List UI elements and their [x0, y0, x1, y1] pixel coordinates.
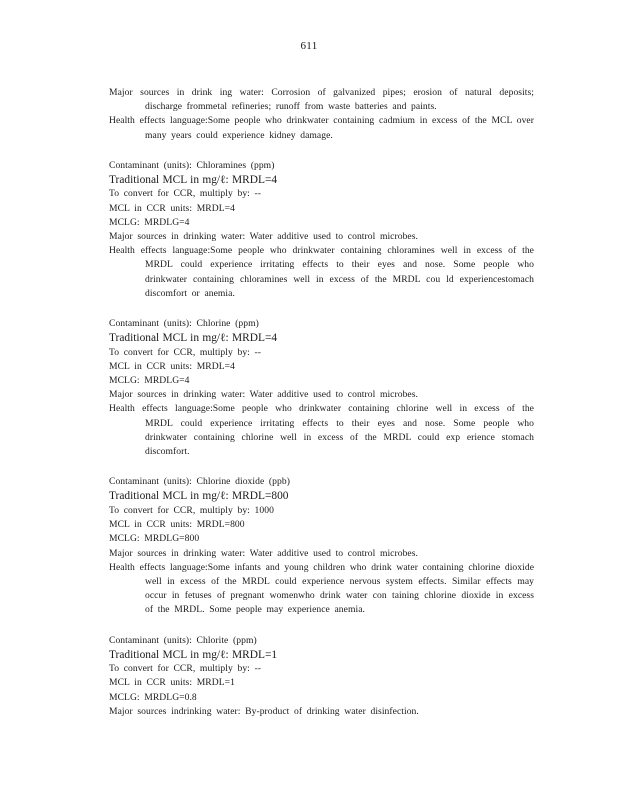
spacer — [109, 143, 534, 159]
spacer — [109, 459, 534, 475]
mcl-ccr-line: MCL in CCR units: MRDL=800 — [109, 519, 245, 531]
mclg-line: MCLG: MRDLG=4 — [109, 216, 190, 228]
health-effects-text: Health effects language:Some people who drinkwater containing chloramines well in excess of the MRDL could experience irritating effects to their eyes and nose. Some people who drinkwater containing chloramines well in excess of the MRDL cou ld experiencestomach discomfort or anemia. — [109, 245, 534, 299]
major-sources-text: Major sources in drinking water: Water additive used to control microbes. — [109, 389, 418, 401]
contaminant-line: Contaminant (units): Chloramines (ppm) — [109, 159, 275, 171]
mclg-line: MCLG: MRDLG=800 — [109, 533, 200, 545]
document-body — [109, 86, 534, 719]
contaminant-line: Contaminant (units): Chlorite (ppm) — [109, 634, 257, 646]
mcl-ccr-line: MCL in CCR units: MRDL=1 — [109, 677, 235, 689]
major-sources-text: Major sources in drinking water: Water additive used to control microbes. — [109, 231, 418, 243]
major-sources-text: Major sources in drink ing water: Corrosion of galvanized pipes; erosion of natural deposits; discharge frommetal refineries; runoff from waste batteries and paints. — [109, 87, 534, 113]
mcl-ccr-line: MCL in CCR units: MRDL=4 — [109, 202, 235, 214]
mclg-line: MCLG: MRDLG=4 — [109, 375, 190, 387]
major-sources-text: Major sources in drinking water: Water additive used to control microbes. — [109, 547, 418, 559]
traditional-mcl-heading: Traditional MCL in mg/ℓ: MRDL=1 — [109, 648, 278, 661]
traditional-mcl-heading: Traditional MCL in mg/ℓ: MRDL=800 — [109, 490, 289, 503]
traditional-mcl-heading: Traditional MCL in mg/ℓ: MRDL=4 — [109, 332, 278, 345]
contaminant-entry — [109, 159, 534, 301]
convert-line: To convert for CCR, multiply by: -- — [109, 188, 262, 200]
contaminant-line: Contaminant (units): Chlorine dioxide (ppb) — [109, 476, 290, 488]
health-effects-text: Health effects language:Some people who drinkwater containing cadmium in excess of the MCL over many years could experience kidney damage. — [109, 115, 534, 141]
contaminant-entry — [109, 475, 534, 617]
contaminant-entry — [109, 634, 534, 719]
health-effects-text: Health effects language:Some people who drinkwater containing chlorine well in excess of the MRDL could experience irritating effects to their eyes and nose. Some people who drinkwater containing chlorine well in excess of the MRDL could exp erience stomach discomfort. — [109, 403, 534, 458]
convert-line: To convert for CCR, multiply by: 1000 — [109, 504, 274, 516]
contaminant-entry — [109, 317, 534, 459]
intro-block — [109, 86, 534, 143]
health-effects-text: Health effects language:Some infants and young children who drink water containing chlorine dioxide well in excess of the MRDL could experience nervous system effects. Similar effects may occur in fetuses of pregnant womenwho drink water con taining chlorine dioxide in excess of the MRDL. Some people may experience anemia. — [109, 561, 534, 616]
traditional-mcl-heading: Traditional MCL in mg/ℓ: MRDL=4 — [109, 174, 278, 187]
page-number: 611 — [300, 40, 318, 52]
convert-line: To convert for CCR, multiply by: -- — [109, 346, 262, 358]
spacer — [109, 618, 534, 634]
mclg-line: MCLG: MRDLG=0.8 — [109, 691, 197, 703]
spacer — [109, 301, 534, 317]
major-sources-text: Major sources indrinking water: By-product of drinking water disinfection. — [109, 705, 419, 717]
contaminant-line: Contaminant (units): Chlorine (ppm) — [109, 318, 259, 330]
mcl-ccr-line: MCL in CCR units: MRDL=4 — [109, 360, 235, 372]
convert-line: To convert for CCR, multiply by: -- — [109, 663, 262, 675]
